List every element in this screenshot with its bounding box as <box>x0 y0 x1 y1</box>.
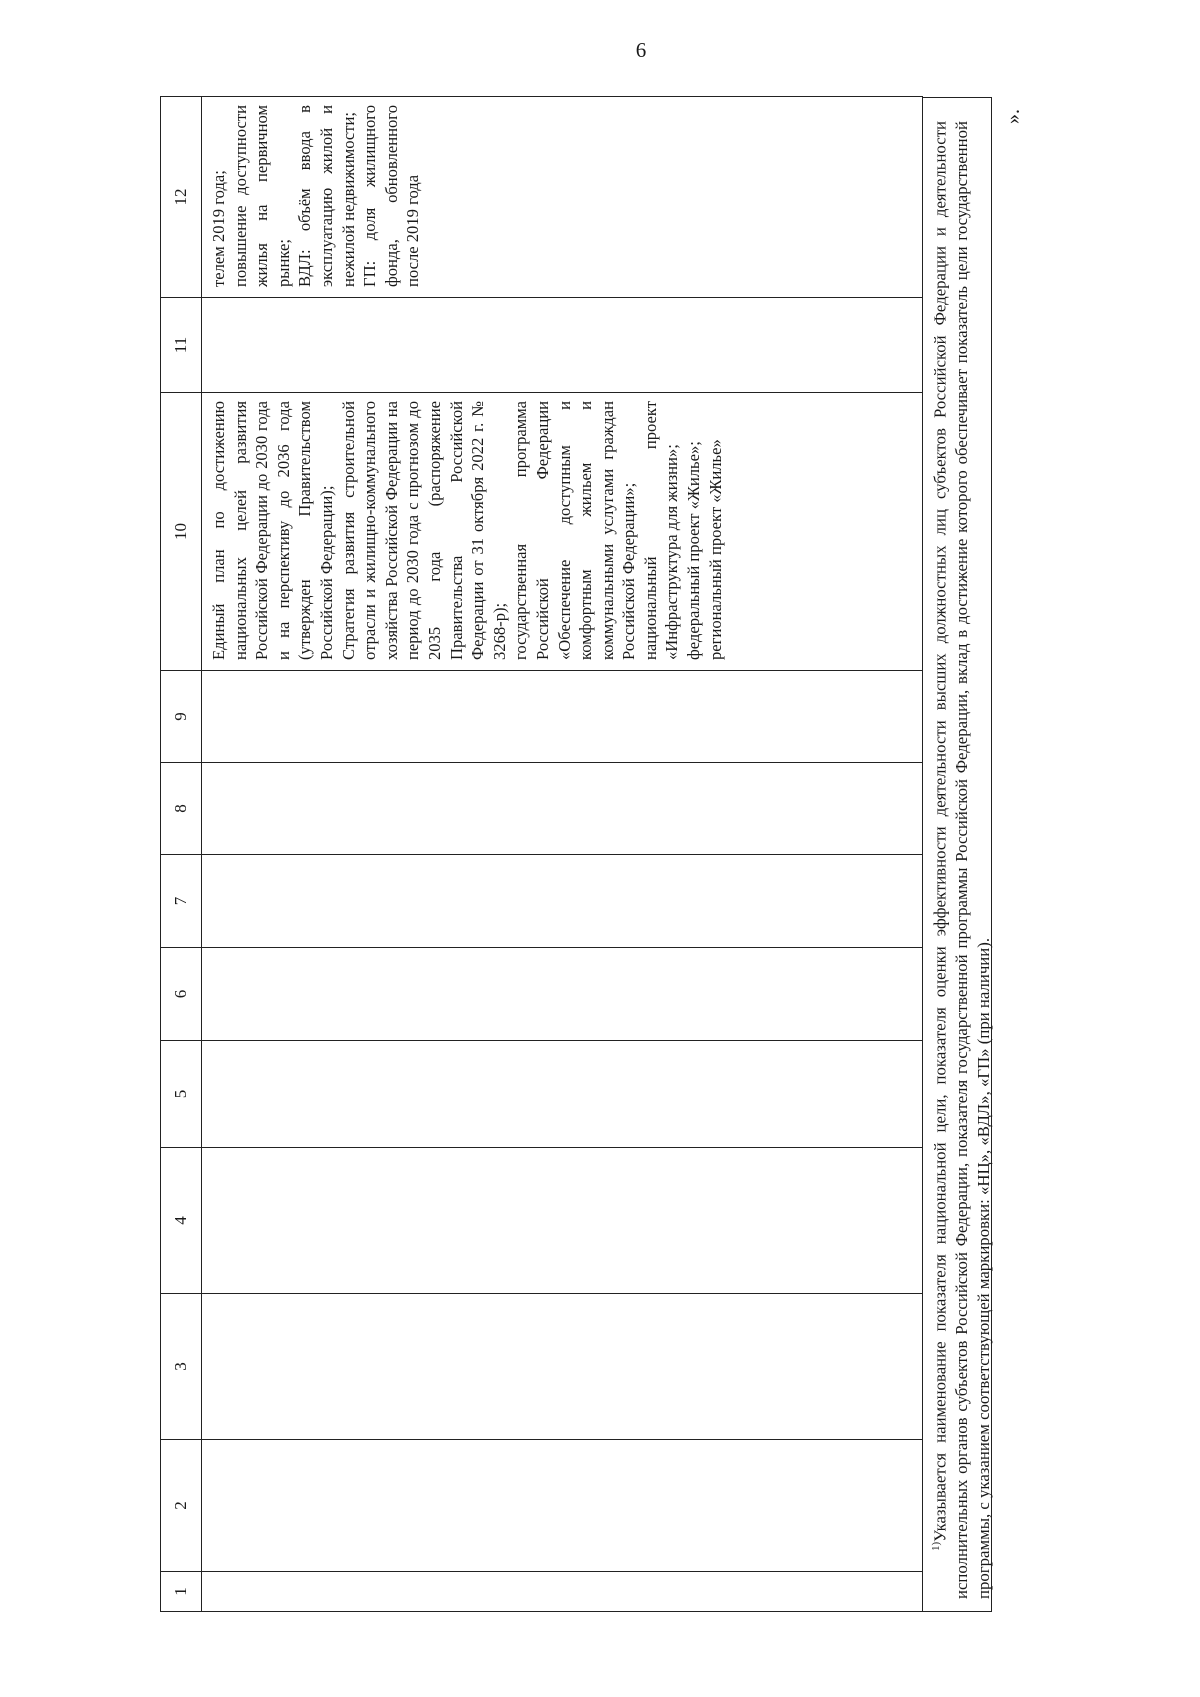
column-number: 1 <box>161 1572 202 1612</box>
column-number: 7 <box>161 855 202 948</box>
table-cell <box>202 1440 923 1572</box>
linked-indicator: повышение доступности жилья на первичном рынке; <box>230 105 293 287</box>
source-document: федеральный проект «Жилье»; <box>684 441 704 660</box>
page-number: 6 <box>635 38 647 62</box>
column-number: 5 <box>161 1041 202 1148</box>
linked-indicator: ГП: доля жилищного фонда, обновленного после 2019 года <box>360 105 423 287</box>
source-document: государственная программа Российской Федерации «Обеспечение доступным и комфортным жильем и коммунальными услугами граждан Российской Федерации»; <box>511 401 639 660</box>
footnote-box <box>922 97 992 1612</box>
column-number: 10 <box>161 393 202 671</box>
column-number: 3 <box>161 1294 202 1440</box>
footnote <box>926 121 995 1599</box>
source-document: Стратегия развития строительной отрасли и жилищно-коммунального хозяйства Российской Федерации на период до 2030 года с прогнозом до 2035 года (распоряжение Правительства Российской Федерации от 31 октября 2022 г. № 3268-р); <box>338 401 509 660</box>
closing-quote: ». <box>1002 109 1024 124</box>
table-cell <box>202 1148 923 1294</box>
indicators-table <box>160 96 923 1612</box>
source-document: Единый план по достижению национальных целей развития Российской Федерации до 2030 года и на перспективу до 2036 года (утвержден Правительством Российской Федерации); <box>209 401 336 660</box>
table-cell <box>202 298 923 393</box>
table-cell <box>202 855 923 948</box>
column-number: 2 <box>161 1440 202 1572</box>
column-number: 9 <box>161 671 202 763</box>
linked-indicator: телем 2019 года; <box>209 170 228 287</box>
linked-indicators-cell <box>202 97 923 298</box>
rotated-page-content <box>160 97 1080 1612</box>
table-cell <box>202 763 923 855</box>
source-document: региональный проект «Жилье» <box>705 439 725 660</box>
column-number: 4 <box>161 1148 202 1294</box>
table-cell <box>202 1041 923 1148</box>
table-cell <box>202 948 923 1041</box>
linked-indicator: ВДЛ: объём ввода в эксплуатацию жилой и нежилой недвижимости; <box>295 105 358 287</box>
table-cell <box>202 1572 923 1612</box>
column-number: 6 <box>161 948 202 1041</box>
footnote-text: Указывается наименование показателя национальной цели, показателя оценки эффективности деятельности высших должностных лиц субъектов Российской Федерации и деятельности исполнительных органов субъектов Российской Федерации, показателя государственной программы Российской Федерации, вклад в достижение которого обеспечивает показатель цели государственной программы, с указанием соответствующей маркировки: «НЦ», «ВДЛ», «ГП» (при наличии). <box>930 121 994 1599</box>
source-document: национальный проект «Инфраструктура для жизни»; <box>640 401 682 660</box>
footnote-marker: 1) <box>930 1541 942 1551</box>
table-cell <box>202 671 923 763</box>
column-number-row <box>161 97 202 1612</box>
table-row <box>202 97 923 1612</box>
column-number: 11 <box>161 298 202 393</box>
column-number: 8 <box>161 763 202 855</box>
column-number: 12 <box>161 97 202 298</box>
source-documents-cell <box>202 393 923 671</box>
table-cell <box>202 1294 923 1440</box>
